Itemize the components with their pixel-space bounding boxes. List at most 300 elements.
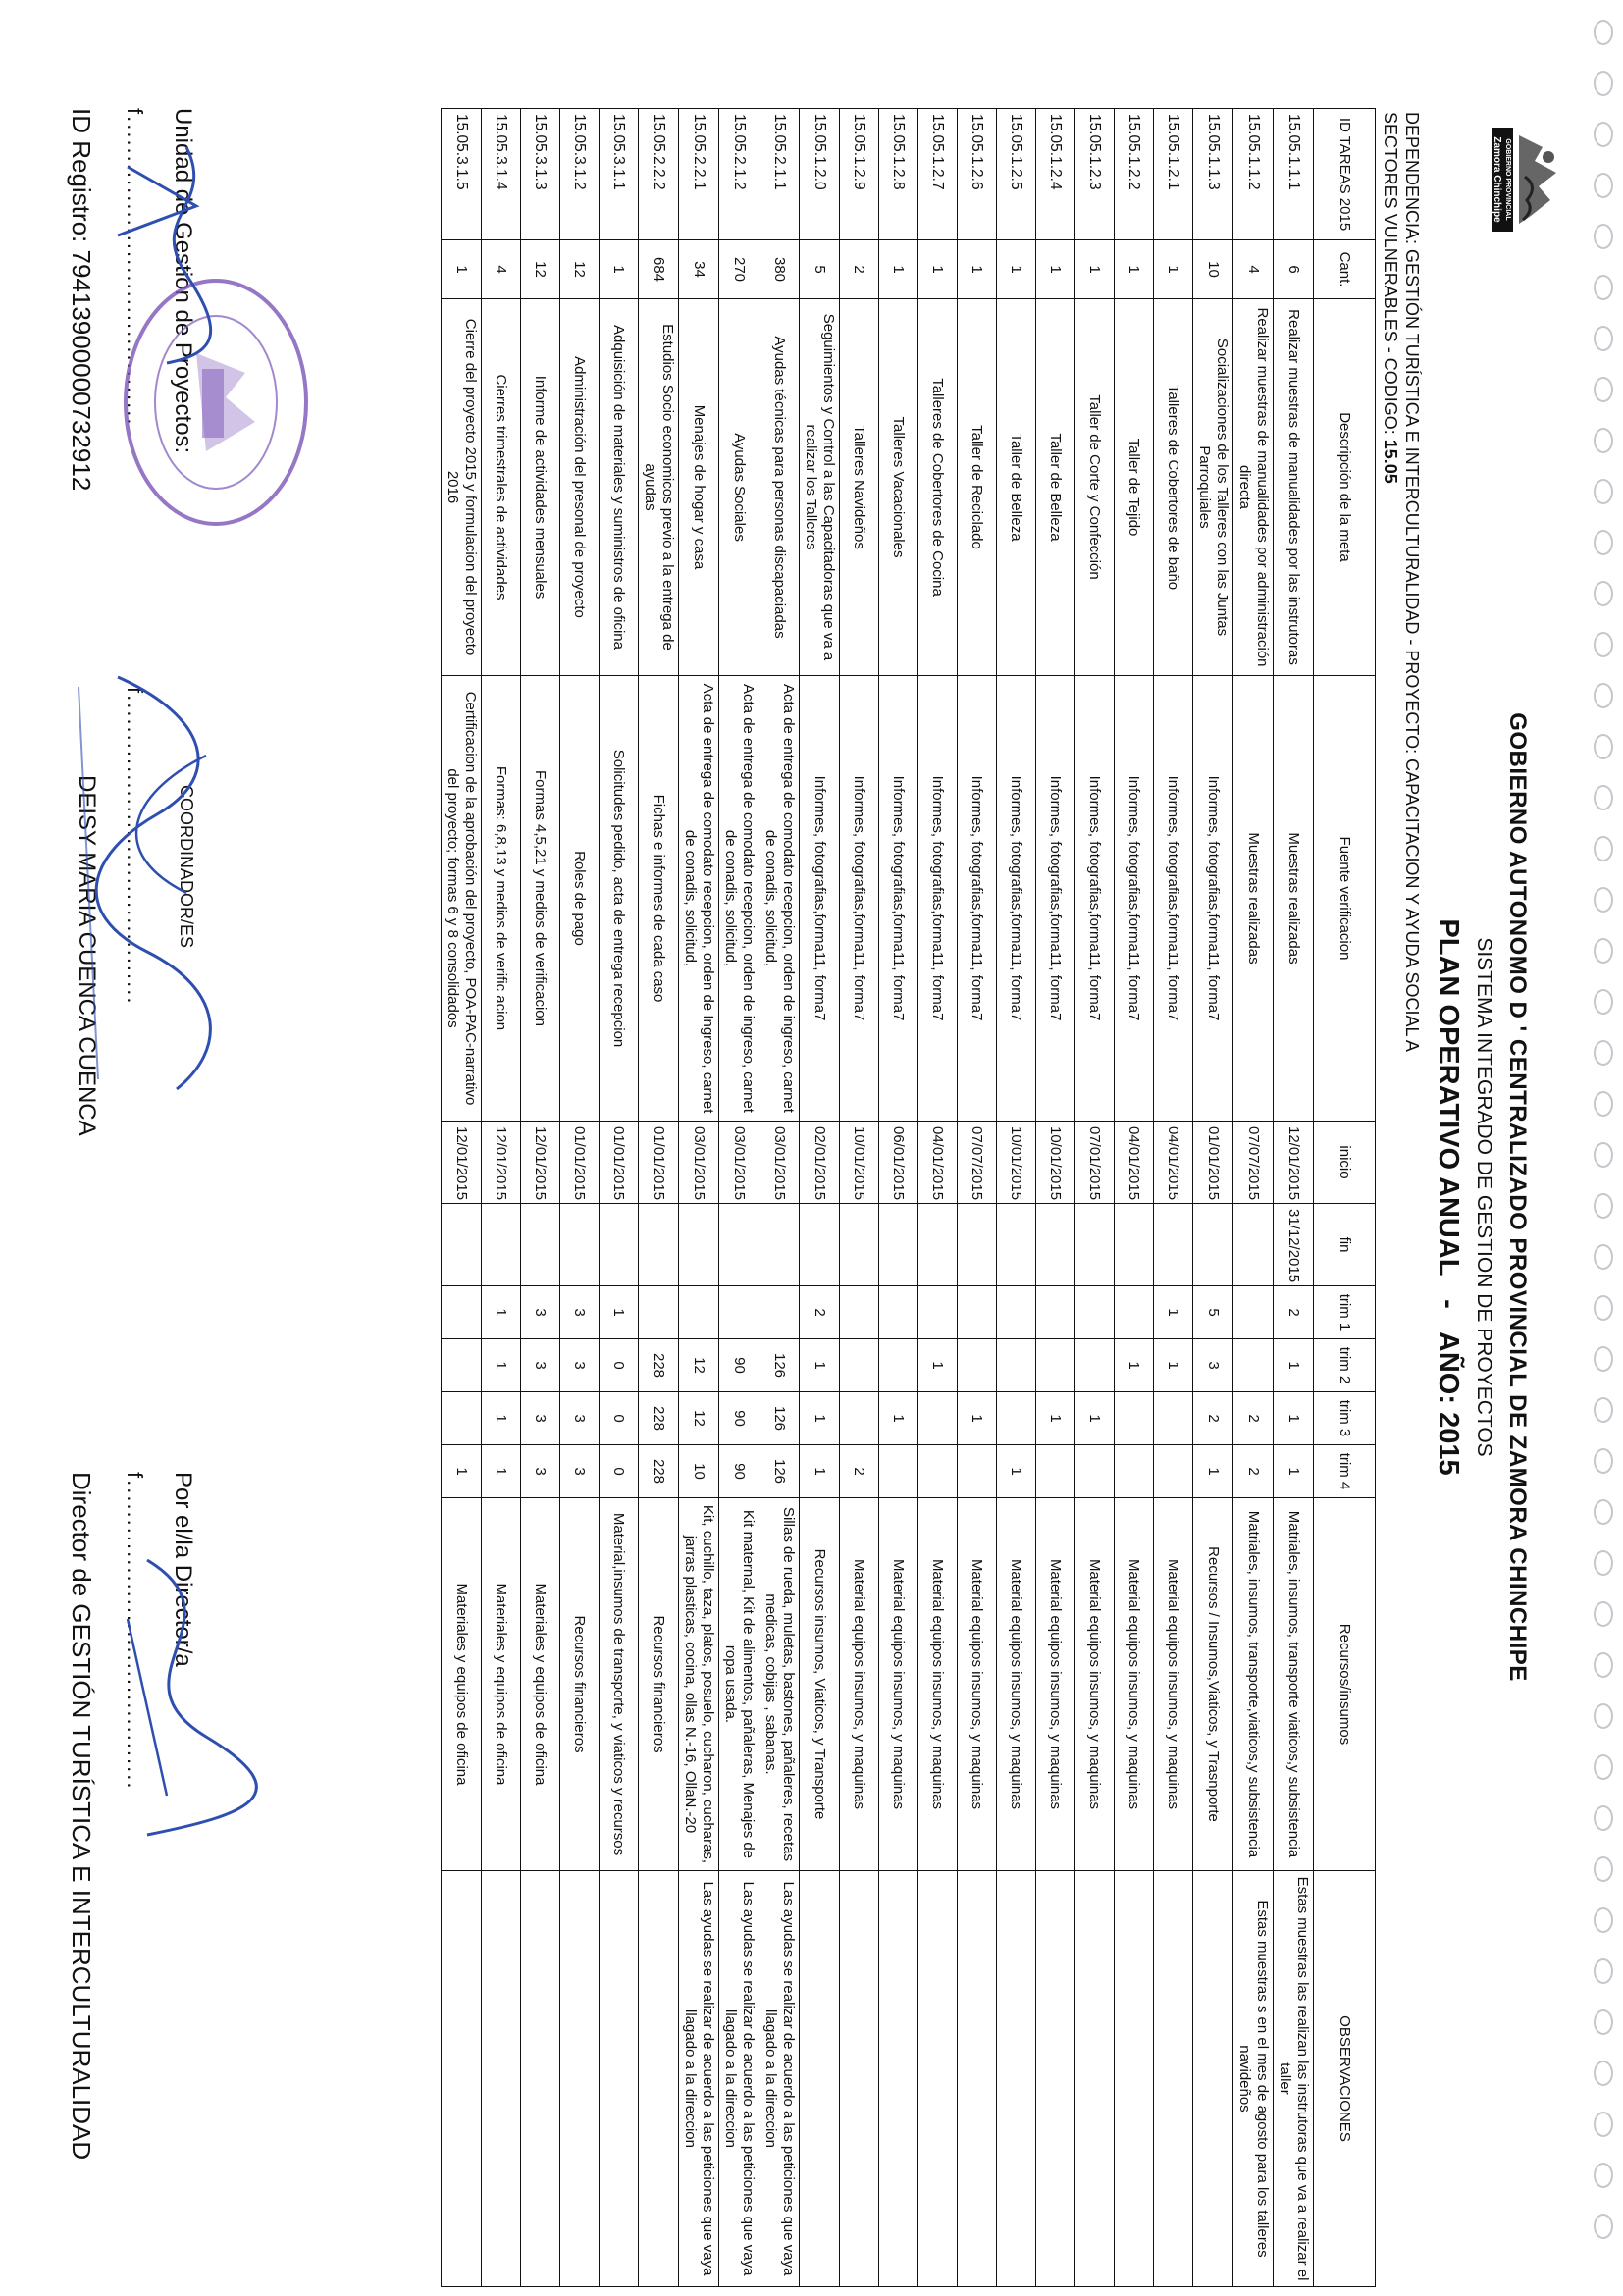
binding-hole bbox=[1594, 428, 1613, 453]
trim-3-cell: 2 bbox=[1193, 1392, 1233, 1445]
start-date-cell: 01/01/2015 bbox=[600, 1122, 639, 1204]
end-date-cell bbox=[918, 1204, 958, 1286]
binding-hole bbox=[1594, 479, 1613, 504]
verification-source-cell: Formas: 6,8,13 y medios de verific acion bbox=[482, 676, 521, 1122]
trim-2-cell: 1 bbox=[1274, 1339, 1314, 1392]
end-date-cell bbox=[879, 1204, 918, 1286]
dependencia-block bbox=[1380, 112, 1423, 1682]
trim-1-cell bbox=[1233, 1286, 1274, 1339]
table-row bbox=[442, 109, 482, 2287]
trim-1-cell: 1 bbox=[482, 1286, 521, 1339]
start-date-cell: 01/01/2015 bbox=[639, 1122, 679, 1204]
trim-4-cell: 1 bbox=[442, 1445, 482, 1498]
task-id-cell: 15.05.1.2.4 bbox=[1036, 109, 1075, 240]
goal-description-cell: Cierres trimestrales de actividades bbox=[482, 299, 521, 676]
end-date-cell bbox=[958, 1204, 997, 1286]
verification-source-cell: Informes, fotografias,forma11, forma7 bbox=[918, 676, 958, 1122]
trim-3-cell: 1 bbox=[482, 1392, 521, 1445]
trim-3-cell: 1 bbox=[1036, 1392, 1075, 1445]
goal-description-cell: Ayudas técnicas para personas discapaciadas bbox=[759, 299, 800, 676]
trim-2-cell bbox=[958, 1339, 997, 1392]
trim-4-cell: 2 bbox=[840, 1445, 879, 1498]
start-date-cell: 12/01/2015 bbox=[521, 1122, 560, 1204]
binding-holes bbox=[1588, 20, 1617, 2267]
trim-2-cell bbox=[1233, 1339, 1274, 1392]
binding-hole bbox=[1594, 1040, 1613, 1066]
observations-cell bbox=[879, 1871, 918, 2287]
table-row bbox=[958, 109, 997, 2287]
observations-cell bbox=[521, 1871, 560, 2287]
trim-1-cell bbox=[759, 1286, 800, 1339]
column-header: ID TAREAS 2015 bbox=[1314, 109, 1376, 240]
quantity-cell: 10 bbox=[1193, 240, 1233, 299]
plan-label: PLAN OPERATIVO ANUAL bbox=[1433, 918, 1464, 1276]
binding-hole bbox=[1594, 1652, 1613, 1678]
end-date-cell bbox=[600, 1204, 639, 1286]
trim-3-cell: 1 bbox=[879, 1392, 918, 1445]
trim-1-cell bbox=[918, 1286, 958, 1339]
quantity-cell: 2 bbox=[840, 240, 879, 299]
trim-1-cell bbox=[958, 1286, 997, 1339]
logo-line-1: GOBIERNO PROVINCIAL bbox=[1504, 138, 1511, 221]
end-date-cell bbox=[997, 1204, 1036, 1286]
quantity-cell: 12 bbox=[521, 240, 560, 299]
goal-description-cell: Cierre del proyecto 2015 y formulacion del proyecto 2016 bbox=[442, 299, 482, 676]
observations-cell bbox=[1075, 1871, 1115, 2287]
binding-hole bbox=[1594, 785, 1613, 810]
binding-hole bbox=[1594, 836, 1613, 861]
start-date-cell: 03/01/2015 bbox=[679, 1122, 719, 1204]
plan-heading: PLAN OPERATIVO ANUAL - AÑO: 2015 bbox=[1433, 918, 1464, 1476]
binding-hole bbox=[1594, 1295, 1613, 1321]
goal-description-cell: Taller de Reciclado bbox=[958, 299, 997, 676]
trim-1-cell bbox=[1036, 1286, 1075, 1339]
end-date-cell: 31/12/2015 bbox=[1274, 1204, 1314, 1286]
logo-line-2: Zamora Chinchipe bbox=[1492, 136, 1502, 223]
binding-hole bbox=[1594, 326, 1613, 351]
trim-2-cell: 1 bbox=[1115, 1339, 1154, 1392]
observations-cell: Las ayudas se realizar de acuerdo a las peticiones que vaya llagado a la direccion bbox=[759, 1871, 800, 2287]
quantity-cell: 380 bbox=[759, 240, 800, 299]
trim-4-cell bbox=[1075, 1445, 1115, 1498]
task-id-cell: 15.05.1.2.9 bbox=[840, 109, 879, 240]
resources-cell: Recursos / Insumos,Viaticos, y Trasnporte bbox=[1193, 1498, 1233, 1871]
goal-description-cell: Adquisición de materiales y suministros de oficina bbox=[600, 299, 639, 676]
start-date-cell: 01/01/2015 bbox=[1193, 1122, 1233, 1204]
trim-2-cell: 1 bbox=[800, 1339, 840, 1392]
binding-hole bbox=[1594, 2061, 1613, 2086]
resources-cell: Recursos financieros bbox=[639, 1498, 679, 1871]
trim-3-cell: 90 bbox=[719, 1392, 759, 1445]
task-id-cell: 15.05.2.1.1 bbox=[759, 109, 800, 240]
coordinador-label: COORDINADOR/ES bbox=[177, 785, 196, 949]
trim-4-cell: 2 bbox=[1233, 1445, 1274, 1498]
task-id-cell: 15.05.1.2.8 bbox=[879, 109, 918, 240]
column-header: trim 4 bbox=[1314, 1445, 1376, 1498]
year-label: AÑO: bbox=[1433, 1331, 1464, 1405]
observations-cell bbox=[1154, 1871, 1193, 2287]
observations-cell: Estas muestras las realizan las instrutoras que va a realizar el taller bbox=[1274, 1871, 1314, 2287]
table-row bbox=[560, 109, 600, 2287]
quantity-cell: 684 bbox=[639, 240, 679, 299]
quantity-cell: 1 bbox=[442, 240, 482, 299]
verification-source-cell: Informes, fotografias,forma11, forma7 bbox=[958, 676, 997, 1122]
goal-description-cell: Talleres Vacacionales bbox=[879, 299, 918, 676]
table-row bbox=[679, 109, 719, 2287]
observations-cell: Las ayudas se realizar de acuerdo a las peticiones que vaya llagado a la direccion bbox=[679, 1871, 719, 2287]
table-row bbox=[759, 109, 800, 2287]
table-row bbox=[1154, 109, 1193, 2287]
trim-2-cell: 126 bbox=[759, 1339, 800, 1392]
table-row bbox=[879, 109, 918, 2287]
observations-cell bbox=[1193, 1871, 1233, 2287]
trim-1-cell: 1 bbox=[600, 1286, 639, 1339]
column-header: OBSERVACIONES bbox=[1314, 1871, 1376, 2287]
verification-source-cell: Certificacion de la aprobación del proyecto, POA-PAC-narrativo del proyecto; formas 6 y 8 consolidados bbox=[442, 676, 482, 1122]
trim-1-cell bbox=[1075, 1286, 1115, 1339]
goal-description-cell: Menajes de hogar y casa bbox=[679, 299, 719, 676]
quantity-cell: 4 bbox=[482, 240, 521, 299]
trim-3-cell bbox=[1115, 1392, 1154, 1445]
quantity-cell: 1 bbox=[918, 240, 958, 299]
resources-cell: Material equipos insumos, y maquinas bbox=[918, 1498, 958, 1871]
resources-cell: Material equipos insumos, y maquinas bbox=[1154, 1498, 1193, 1871]
trim-2-cell bbox=[442, 1339, 482, 1392]
trim-3-cell: 3 bbox=[521, 1392, 560, 1445]
binding-hole bbox=[1594, 938, 1613, 964]
trim-1-cell bbox=[997, 1286, 1036, 1339]
verification-source-cell: Informes, fotografias,forma11, forma7 bbox=[800, 676, 840, 1122]
poa-table bbox=[441, 108, 1376, 2287]
quantity-cell: 4 bbox=[1233, 240, 1274, 299]
trim-1-cell: 2 bbox=[1274, 1286, 1314, 1339]
goal-description-cell: Socializaciones de los Talleres con las Juntas Parroquiales bbox=[1193, 299, 1233, 676]
binding-hole bbox=[1594, 1499, 1613, 1525]
task-id-cell: 15.05.1.2.2 bbox=[1115, 109, 1154, 240]
trim-4-cell bbox=[1036, 1445, 1075, 1498]
binding-hole bbox=[1594, 1703, 1613, 1729]
column-header: fin bbox=[1314, 1204, 1376, 1286]
trim-4-cell: 0 bbox=[600, 1445, 639, 1498]
trim-3-cell: 1 bbox=[1274, 1392, 1314, 1445]
quantity-cell: 1 bbox=[1036, 240, 1075, 299]
trim-4-cell: 1 bbox=[1193, 1445, 1233, 1498]
goal-description-cell: Talleres de Cobertores de baño bbox=[1154, 299, 1193, 676]
document-sheet bbox=[39, 108, 1570, 2286]
binding-hole bbox=[1594, 275, 1613, 300]
end-date-cell bbox=[639, 1204, 679, 1286]
verification-source-cell: Informes, fotografias,forma11, forma7 bbox=[1115, 676, 1154, 1122]
binding-hole bbox=[1594, 1448, 1613, 1474]
binding-hole bbox=[1594, 1550, 1613, 1576]
verification-source-cell: Informes, fotografias,forma11, forma7 bbox=[997, 676, 1036, 1122]
signature-footer bbox=[49, 108, 206, 2286]
task-id-cell: 15.05.2.2.1 bbox=[679, 109, 719, 240]
coordinador-signature-line: f....................................... bbox=[123, 687, 147, 1006]
trim-3-cell: 12 bbox=[679, 1392, 719, 1445]
project-code: 15.05 bbox=[1381, 439, 1400, 484]
goal-description-cell: Realizar muestras de manualidades por administración directa bbox=[1233, 299, 1274, 676]
resources-cell: Sillas de rueda, muletas, bastones, pañaleres, recetas medicas, cobijas , sabanas. bbox=[759, 1498, 800, 1871]
binding-hole bbox=[1594, 1244, 1613, 1270]
trim-2-cell: 3 bbox=[560, 1339, 600, 1392]
quantity-cell: 270 bbox=[719, 240, 759, 299]
verification-source-cell: Fichas e informes de cada caso bbox=[639, 676, 679, 1122]
director-signature-line: f....................................... bbox=[123, 1472, 147, 1791]
trim-3-cell bbox=[442, 1392, 482, 1445]
verification-source-cell: Muestras realizadas bbox=[1274, 676, 1314, 1122]
table-row bbox=[1036, 109, 1075, 2287]
trim-2-cell: 1 bbox=[482, 1339, 521, 1392]
binding-hole bbox=[1594, 1805, 1613, 1831]
observations-cell bbox=[482, 1871, 521, 2287]
end-date-cell bbox=[482, 1204, 521, 1286]
column-header: trim 3 bbox=[1314, 1392, 1376, 1445]
binding-hole bbox=[1594, 1193, 1613, 1219]
trim-3-cell bbox=[997, 1392, 1036, 1445]
binding-hole bbox=[1594, 377, 1613, 402]
start-date-cell: 06/01/2015 bbox=[879, 1122, 918, 1204]
trim-1-cell: 1 bbox=[1154, 1286, 1193, 1339]
quantity-cell: 1 bbox=[1115, 240, 1154, 299]
end-date-cell bbox=[719, 1204, 759, 1286]
verification-source-cell: Acta de entrega de comodato recepcion, orden de ingreso, carnet de conadis, solicitud, bbox=[719, 676, 759, 1122]
observations-cell bbox=[997, 1871, 1036, 2287]
coordinador-name: DEISY MARIA CUENCA CUENCA bbox=[74, 775, 100, 1136]
resources-cell: Materiales y equipos de oficina bbox=[521, 1498, 560, 1871]
observations-cell bbox=[639, 1871, 679, 2287]
end-date-cell bbox=[521, 1204, 560, 1286]
goal-description-cell: Taller de Tejido bbox=[1115, 299, 1154, 676]
trim-4-cell bbox=[879, 1445, 918, 1498]
task-id-cell: 15.05.1.1.1 bbox=[1274, 109, 1314, 240]
verification-source-cell: Formas 4,5,21 y medios de verificacion bbox=[521, 676, 560, 1122]
trim-2-cell: 3 bbox=[521, 1339, 560, 1392]
table-row bbox=[639, 109, 679, 2287]
end-date-cell bbox=[1036, 1204, 1075, 1286]
end-date-cell bbox=[759, 1204, 800, 1286]
resources-cell: Matriales, insumos, transporte,viaticos,y subsistencia bbox=[1233, 1498, 1274, 1871]
goal-description-cell: Informe de actividades mensuales bbox=[521, 299, 560, 676]
trim-1-cell bbox=[879, 1286, 918, 1339]
verification-source-cell: Informes, fotografias,forma11, forma7 bbox=[879, 676, 918, 1122]
binding-hole bbox=[1594, 632, 1613, 657]
trim-2-cell bbox=[997, 1339, 1036, 1392]
column-header: Cant. bbox=[1314, 240, 1376, 299]
trim-2-cell: 12 bbox=[679, 1339, 719, 1392]
quantity-cell: 34 bbox=[679, 240, 719, 299]
binding-hole bbox=[1594, 1958, 1613, 1984]
column-header: inicio bbox=[1314, 1122, 1376, 1204]
resources-cell: Material,insumos de transporte, y viaticos y recursos bbox=[600, 1498, 639, 1871]
resources-cell: Material equipos insumos, y maquinas bbox=[1075, 1498, 1115, 1871]
trim-4-cell: 3 bbox=[521, 1445, 560, 1498]
verification-source-cell: Muestras realizadas bbox=[1233, 676, 1274, 1122]
end-date-cell bbox=[442, 1204, 482, 1286]
start-date-cell: 10/01/2015 bbox=[1036, 1122, 1075, 1204]
trim-4-cell bbox=[958, 1445, 997, 1498]
start-date-cell: 10/01/2015 bbox=[997, 1122, 1036, 1204]
trim-1-cell: 2 bbox=[800, 1286, 840, 1339]
year-value: 2015 bbox=[1433, 1412, 1464, 1476]
table-row bbox=[600, 109, 639, 2287]
table-row bbox=[521, 109, 560, 2287]
quantity-cell: 1 bbox=[1075, 240, 1115, 299]
task-id-cell: 15.05.1.2.5 bbox=[997, 109, 1036, 240]
column-header: Recursos/insumos bbox=[1314, 1498, 1376, 1871]
verification-source-cell: Roles de pago bbox=[560, 676, 600, 1122]
resources-cell: Material equipos insumos, y maquinas bbox=[840, 1498, 879, 1871]
unidad-signature-line: f....................................... bbox=[123, 108, 147, 427]
resources-cell: Material equipos insumos, y maquinas bbox=[1115, 1498, 1154, 1871]
resources-cell: Material equipos insumos, y maquinas bbox=[997, 1498, 1036, 1871]
binding-hole bbox=[1594, 122, 1613, 147]
trim-3-cell bbox=[918, 1392, 958, 1445]
binding-hole bbox=[1594, 20, 1613, 45]
observations-cell bbox=[840, 1871, 879, 2287]
end-date-cell bbox=[1193, 1204, 1233, 1286]
start-date-cell: 12/01/2015 bbox=[1274, 1122, 1314, 1204]
binding-hole bbox=[1594, 224, 1613, 249]
resources-cell: Matriales, insumos, transporte viaticos,y subsistencia bbox=[1274, 1498, 1314, 1871]
quantity-cell: 1 bbox=[1154, 240, 1193, 299]
trim-3-cell: 2 bbox=[1233, 1392, 1274, 1445]
end-date-cell bbox=[1075, 1204, 1115, 1286]
verification-source-cell: Informes, fotografias,forma11, forma7 bbox=[1075, 676, 1115, 1122]
task-id-cell: 15.05.3.1.2 bbox=[560, 109, 600, 240]
resources-cell: Kit, cuchillo, taza, platos, posuelo, cucharon, cucharas, jarras plasticas, cocina, ollas N.-16, OllaN.-20 bbox=[679, 1498, 719, 1871]
goal-description-cell: Administración del presonal de proyecto bbox=[560, 299, 600, 676]
end-date-cell bbox=[1233, 1204, 1274, 1286]
trim-3-cell: 1 bbox=[1075, 1392, 1115, 1445]
trim-4-cell: 228 bbox=[639, 1445, 679, 1498]
resources-cell: Material equipos insumos, y maquinas bbox=[958, 1498, 997, 1871]
goal-description-cell: Talleres de Cobertores de Cocina bbox=[918, 299, 958, 676]
resources-cell: Materiales y equipos de oficina bbox=[442, 1498, 482, 1871]
end-date-cell bbox=[560, 1204, 600, 1286]
trim-2-cell bbox=[1036, 1339, 1075, 1392]
start-date-cell: 02/01/2015 bbox=[800, 1122, 840, 1204]
trim-3-cell: 3 bbox=[560, 1392, 600, 1445]
binding-hole bbox=[1594, 173, 1613, 198]
verification-source-cell: Informes, fotografias,forma11, forma7 bbox=[1154, 676, 1193, 1122]
director-title: Director de GESTIÓN TURÍSTICA E INTERCULTURALIDAD bbox=[67, 1472, 96, 2161]
start-date-cell: 03/01/2015 bbox=[719, 1122, 759, 1204]
task-id-cell: 15.05.1.2.1 bbox=[1154, 109, 1193, 240]
trim-4-cell: 126 bbox=[759, 1445, 800, 1498]
trim-1-cell bbox=[679, 1286, 719, 1339]
trim-1-cell: 3 bbox=[560, 1286, 600, 1339]
observations-cell bbox=[560, 1871, 600, 2287]
verification-source-cell: Solicitudes pedido, acta de entrega recepcion bbox=[600, 676, 639, 1122]
start-date-cell: 10/01/2015 bbox=[840, 1122, 879, 1204]
quantity-cell: 1 bbox=[879, 240, 918, 299]
resources-cell: Recursos insumos, Viaticos, y Transporte bbox=[800, 1498, 840, 1871]
trim-1-cell bbox=[442, 1286, 482, 1339]
table-header-row bbox=[1314, 109, 1376, 2287]
binding-hole bbox=[1594, 2214, 1613, 2239]
table-row bbox=[482, 109, 521, 2287]
binding-hole bbox=[1594, 1091, 1613, 1117]
trim-4-cell bbox=[1154, 1445, 1193, 1498]
goal-description-cell: Talleres Navideños bbox=[840, 299, 879, 676]
task-id-cell: 15.05.1.2.0 bbox=[800, 109, 840, 240]
observations-cell bbox=[958, 1871, 997, 2287]
trim-2-cell bbox=[1075, 1339, 1115, 1392]
table-row bbox=[997, 109, 1036, 2287]
start-date-cell: 12/01/2015 bbox=[482, 1122, 521, 1204]
resources-cell: Recursos financieros bbox=[560, 1498, 600, 1871]
trim-4-cell bbox=[918, 1445, 958, 1498]
task-id-cell: 15.05.3.1.3 bbox=[521, 109, 560, 240]
column-header: Fuente verificacion bbox=[1314, 676, 1376, 1122]
verification-source-cell: Informes, fotografias,forma11, forma7 bbox=[1036, 676, 1075, 1122]
start-date-cell: 07/07/2015 bbox=[1233, 1122, 1274, 1204]
observations-cell bbox=[1115, 1871, 1154, 2287]
trim-3-cell: 228 bbox=[639, 1392, 679, 1445]
start-date-cell: 07/01/2015 bbox=[1075, 1122, 1115, 1204]
trim-2-cell: 1 bbox=[1154, 1339, 1193, 1392]
binding-hole bbox=[1594, 2112, 1613, 2137]
observations-cell: Estas muestras s en el mes de agosto para los talleres navideños bbox=[1233, 1871, 1274, 2287]
verification-source-cell: Acta de entrega de comodato recepcion, orden de Ingreso, carnet de conadis, solicitud, bbox=[679, 676, 719, 1122]
quantity-cell: 6 bbox=[1274, 240, 1314, 299]
trim-2-cell: 0 bbox=[600, 1339, 639, 1392]
start-date-cell: 12/01/2015 bbox=[442, 1122, 482, 1204]
binding-hole bbox=[1594, 71, 1613, 96]
trim-4-cell: 1 bbox=[997, 1445, 1036, 1498]
resources-cell: Kit maternal, Kit de alimentos, pañaleras, Menajes de ropa usada. bbox=[719, 1498, 759, 1871]
resources-cell: Material equipos insumos, y maquinas bbox=[879, 1498, 918, 1871]
binding-hole bbox=[1594, 1754, 1613, 1780]
table-row bbox=[800, 109, 840, 2287]
table-row bbox=[918, 109, 958, 2287]
column-header: trim 2 bbox=[1314, 1339, 1376, 1392]
table-row bbox=[840, 109, 879, 2287]
task-id-cell: 15.05.3.1.4 bbox=[482, 109, 521, 240]
observations-cell: Las ayudas se realizar de acuerdo a las peticiones que vaya llagado a la direccion bbox=[719, 1871, 759, 2287]
verification-source-cell: Informes, fotografias,forma11, forma7 bbox=[840, 676, 879, 1122]
observations-cell bbox=[800, 1871, 840, 2287]
id-registro: ID Registro: 79413900000732912 bbox=[67, 108, 96, 492]
trim-4-cell bbox=[1115, 1445, 1154, 1498]
dependencia-line: DEPENDENCIA: GESTIÓN TURÍSTICA E INTERCULTURALIDAD - PROYECTO: CAPACITACION Y AYUDA SOCIAL A bbox=[1402, 112, 1422, 1052]
trim-2-cell bbox=[879, 1339, 918, 1392]
goal-description-cell: Taller de Belleza bbox=[997, 299, 1036, 676]
trim-3-cell: 126 bbox=[759, 1392, 800, 1445]
goal-description-cell: Realizar muestras de manualidades por las instrutoras bbox=[1274, 299, 1314, 676]
column-header: Descripción de la meta bbox=[1314, 299, 1376, 676]
start-date-cell: 04/01/2015 bbox=[1115, 1122, 1154, 1204]
trim-1-cell bbox=[719, 1286, 759, 1339]
binding-hole bbox=[1594, 1856, 1613, 1882]
trim-3-cell: 0 bbox=[600, 1392, 639, 1445]
trim-3-cell: 1 bbox=[958, 1392, 997, 1445]
column-header: trim 1 bbox=[1314, 1286, 1376, 1339]
observations-cell bbox=[600, 1871, 639, 2287]
start-date-cell: 04/01/2015 bbox=[1154, 1122, 1193, 1204]
trim-1-cell bbox=[639, 1286, 679, 1339]
director-label: Por el/la Director/a bbox=[170, 1472, 196, 1667]
start-date-cell: 04/01/2015 bbox=[918, 1122, 958, 1204]
goal-description-cell: Ayudas Sociales bbox=[719, 299, 759, 676]
table-row bbox=[1193, 109, 1233, 2287]
start-date-cell: 03/01/2015 bbox=[759, 1122, 800, 1204]
table-row bbox=[1075, 109, 1115, 2287]
resources-cell: Materiales y equipos de oficina bbox=[482, 1498, 521, 1871]
table-row bbox=[1274, 109, 1314, 2287]
binding-hole bbox=[1594, 581, 1613, 606]
